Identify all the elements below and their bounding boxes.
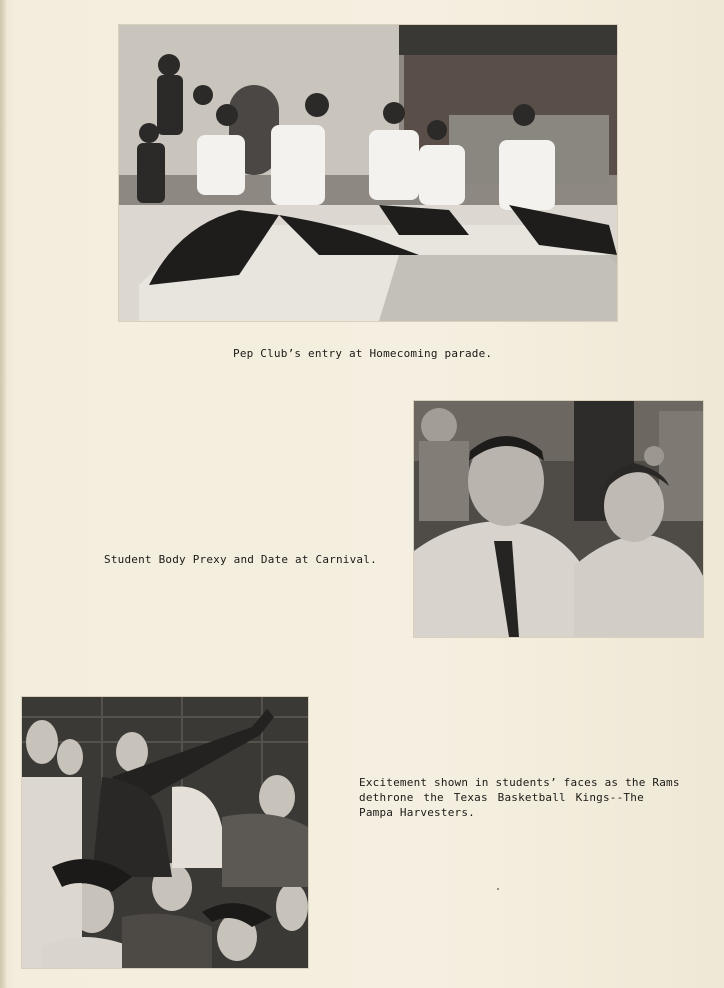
carnival-couple-photo <box>414 401 703 637</box>
basketball-caption-line-3: Pampa Harvesters. <box>359 806 475 819</box>
homecoming-parade-photo <box>119 25 617 321</box>
basketball-caption-line-2: dethrone the Texas Basketball Kings--The <box>359 791 644 804</box>
carnival-couple-caption: Student Body Prexy and Date at Carnival. <box>104 553 377 566</box>
basketball-crowd-photo <box>22 697 308 968</box>
homecoming-parade-caption: Pep Club’s entry at Homecoming parade. <box>233 347 493 360</box>
page-binding-edge <box>0 0 6 988</box>
basketball-caption-line-1: Excitement shown in students’ faces as the Rams <box>359 776 680 789</box>
paper-speck <box>497 888 499 890</box>
basketball-crowd-caption <box>359 775 680 820</box>
